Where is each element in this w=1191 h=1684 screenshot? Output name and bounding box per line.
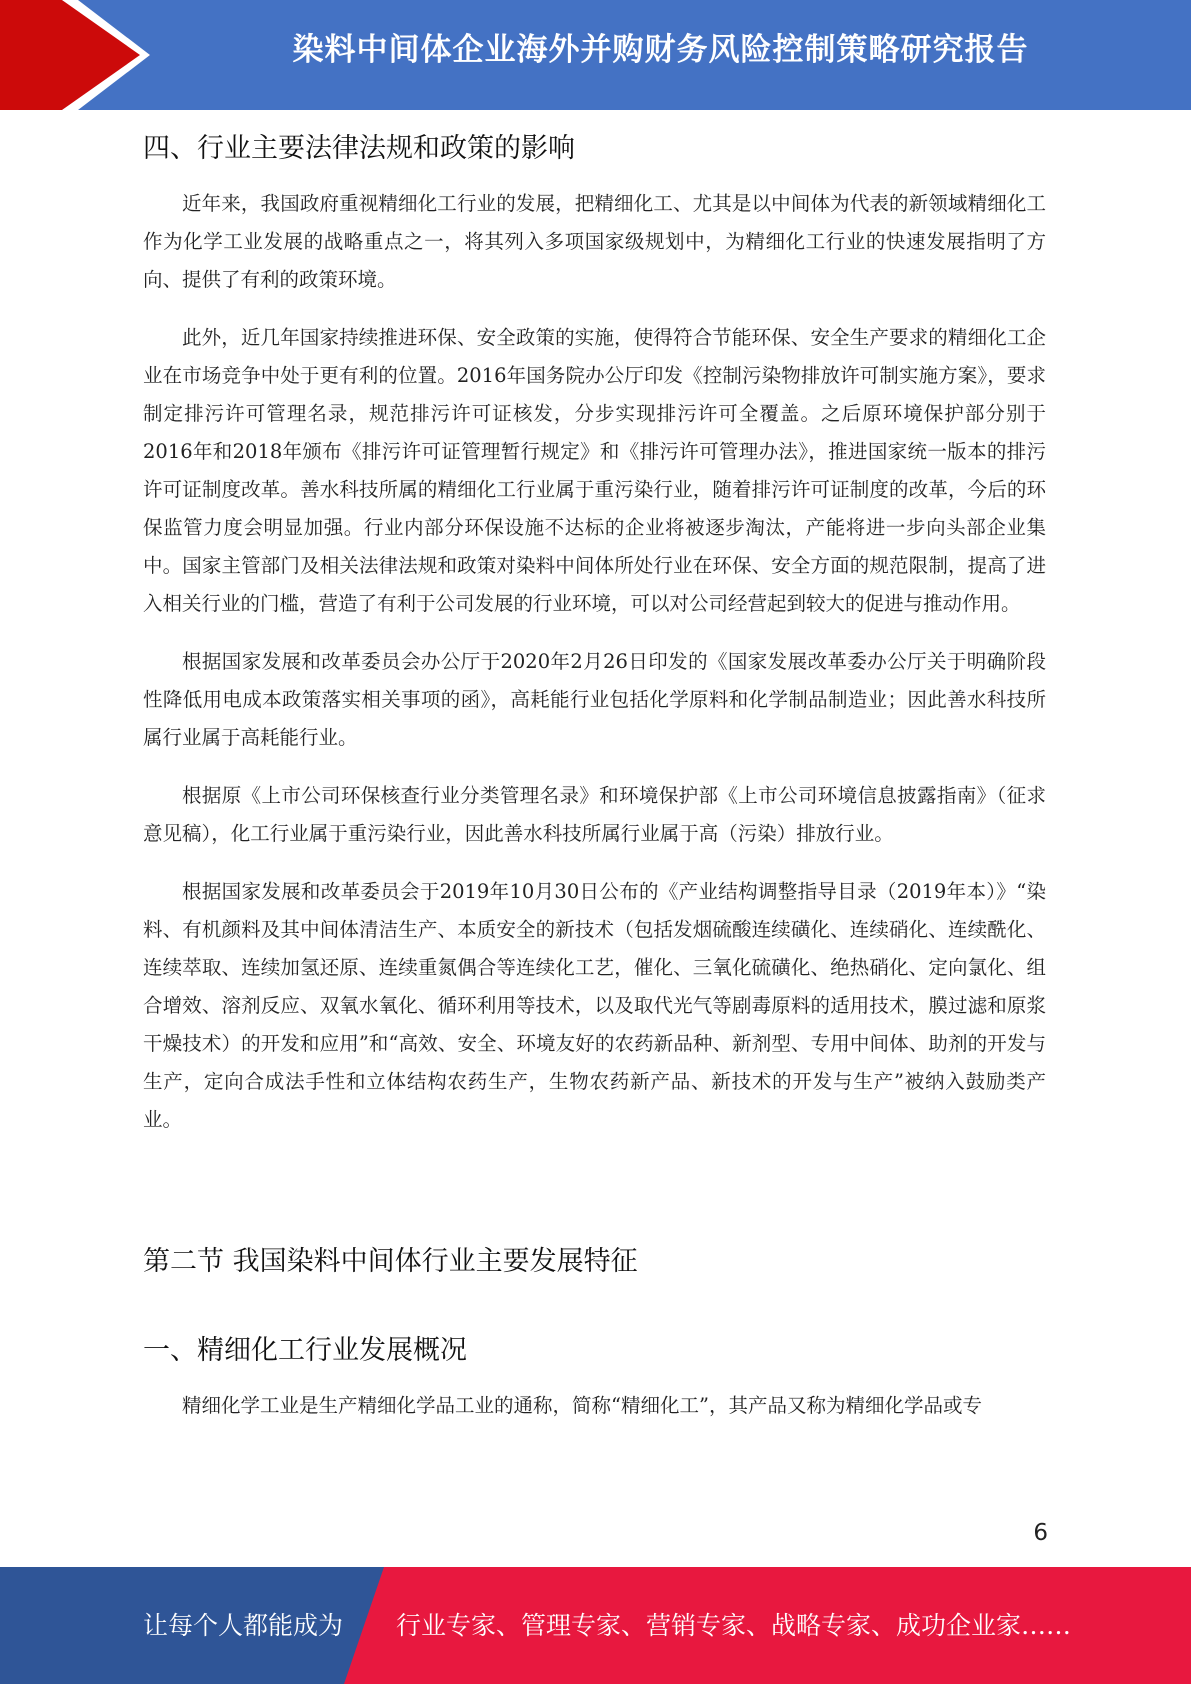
section-heading-law-policy: 四、行业主要法律法规和政策的影响 [143,133,575,164]
footer-slogan-left: 让每个人都能成为 [143,1611,344,1640]
header-red-arrow [0,0,150,110]
chapter-heading-section-two: 第二节 我国染料中间体行业主要发展特征 [143,1246,638,1277]
paragraph-environmental-policy: 此外，近几年国家持续推进环保、安全政策的实施，使得符合节能环保、安全生产要求的精细化工企业在市场竞争中处于更有利的位置。2016年国务院办公厅印发《控制污染物排放许可制实施方案》，要求制定排污许可管理名录，规范排污许可证核发，分步实现排污许可全覆盖。之后原环境保护部分别于2016年和2018年颁布《排污许可证管理暂行规定》和《排污许可管理办法》，推进国家统一版本的排污许可证制度改革。善水科技所属的精细化工行业属于重污染行业，随着排污许可证制度的改革，今后的环保监管力度会明显加强。行业内部分环保设施不达标的企业将被逐步淘汰，产能将进一步向头部企业集中。国家主管部门及相关法律法规和政策对染料中间体所处行业在环保、安全方面的规范限制，提高了进入相关行业的门槛，营造了有利于公司发展的行业环境，可以对公司经营起到较大的促进与推动作用。 [143,326,1046,615]
page-footer [0,1567,1191,1684]
paragraph-energy-consumption: 根据国家发展和改革委员会办公厅于2020年2月26日印发的《国家发展改革委办公厅关于明确阶段性降低用电成本政策落实相关事项的函》，高耗能行业包括化学原料和化学制品制造业；因此善水科技所属行业属于高耗能行业。 [143,650,1046,749]
header-title: 染料中间体企业海外并购财务风险控制策略研究报告 [292,32,1029,68]
section-heading-fine-chemical: 一、精细化工行业发展概况 [143,1335,467,1366]
paragraph-policy-intro: 近年来，我国政府重视精细化工行业的发展，把精细化工、尤其是以中间体为代表的新领域精细化工作为化学工业发展的战略重点之一，将其列入多项国家级规划中，为精细化工行业的快速发展指明了方向、提供了有利的政策环境。 [143,192,1046,291]
paragraph-fine-chemical-definition: 精细化学工业是生产精细化学品工业的通称，简称“精细化工”，其产品又称为精细化学品或专 [182,1394,982,1417]
paragraph-pollution-classification: 根据原《上市公司环保核查行业分类管理名录》和环境保护部《上市公司环境信息披露指南》（征求意见稿），化工行业属于重污染行业，因此善水科技所属行业属于高（污染）排放行业。 [143,784,1046,845]
page-number: 6 [1033,1520,1048,1546]
paragraph-industry-catalog: 根据国家发展和改革委员会于2019年10月30日公布的《产业结构调整指导目录（2019年本）》“染料、有机颜料及其中间体清洁生产、本质安全的新技术（包括发烟硫酸连续磺化、连续硝化、连续酰化、连续萃取、连续加氢还原、连续重氮偶合等连续化工艺，催化、三氧化硫磺化、绝热硝化、定向氯化、组合增效、溶剂反应、双氧水氧化、循环利用等技术，以及取代光气等剧毒原料的适用技术，膜过滤和原浆干燥技术）的开发和应用”和“高效、安全、环境友好的农药新品种、新剂型、专用中间体、助剂的开发与生产，定向合成法手性和立体结构农药生产，生物农药新产品、新技术的开发与生产”被纳入鼓励类产业。 [143,880,1046,1131]
footer-slogan-right: 行业专家、管理专家、营销专家、战略专家、成功企业家…… [396,1611,1072,1640]
page-header [0,0,1191,110]
document-body [143,126,1046,1425]
